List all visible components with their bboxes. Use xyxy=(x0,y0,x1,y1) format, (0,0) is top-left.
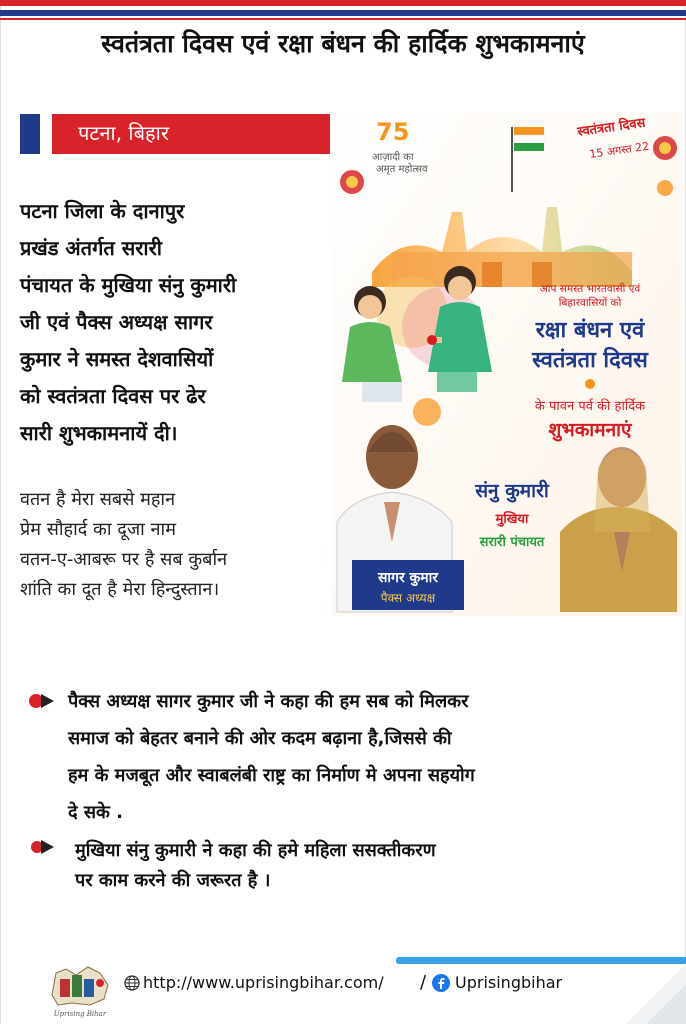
top-blue-stripe xyxy=(0,10,686,16)
poster-date-title: स्वतंत्रता दिवस xyxy=(576,115,647,140)
logo-caption: Uprising Bihar xyxy=(53,1010,107,1018)
person2-title: मुखिया xyxy=(495,512,529,527)
top-thin-stripe xyxy=(0,18,686,20)
facebook-handle-link[interactable]: Uprisingbihar xyxy=(455,973,563,992)
statement-paragraph-1: पैक्स अध्यक्ष सागर कुमार जी ने कहा की हम सब को मिलकर समाज को बेहतर बनाने की ओर कदम बढ़ाना है,जिससे की हम के मजबूत और स्वाबलंबी राष्ट्र का निर्माण मे अपना सहयोग दे सके . xyxy=(68,691,475,823)
badge-line2: अमृत महोत्सव xyxy=(376,164,428,175)
person1-name: सागर कुमार xyxy=(377,570,439,586)
badge-number: 75 xyxy=(376,118,410,146)
poem: वतन है मेरा सबसे महान प्रेम सौहार्द का दूजा नाम वतन-ए-आबरू पर है सब कुर्बान शांति का दूत है मेरा हिन्दुस्तान। xyxy=(20,489,228,600)
flower-icon xyxy=(585,379,595,389)
greeting-poster xyxy=(332,112,682,616)
poster-greeting-big2: स्वतंत्रता दिवस xyxy=(532,348,648,373)
person2-place: सरारी पंचायत xyxy=(479,535,545,550)
location-label: पटना, बिहार xyxy=(78,121,170,145)
poster-greeting-big1: रक्षा बंधन एवं xyxy=(535,318,645,343)
footer-accent-line xyxy=(396,957,686,964)
location-bar-gap xyxy=(40,114,52,154)
poster-date-sub: 15 अगस्त 22 xyxy=(588,139,650,161)
statement-paragraph-2: मुखिया संनु कुमारी ने कहा की हमे महिला ससक्तीकरण पर काम करने की जरूरत है । xyxy=(75,840,436,891)
poster-greeting-mid: के पावन पर्व की हार्दिक xyxy=(534,399,646,414)
person1-title: पैक्स अध्यक्ष xyxy=(380,591,436,605)
corner-decoration xyxy=(626,964,686,1024)
facebook-icon xyxy=(432,974,450,992)
location-bar-blue xyxy=(20,114,40,154)
bullet-arrow-icon xyxy=(28,690,56,710)
badge-line1: आज़ादी का xyxy=(372,152,414,163)
bullet-arrow-icon xyxy=(30,836,56,856)
intro-paragraph: पटना जिला के दानापुर प्रखंड अंतर्गत सरारी पंचायत के मुखिया संनु कुमारी जी एवं पैक्स अध्यक्ष सागर कुमार ने समस्त देशवासियों को स्वतंत्रता दिवस पर ढेर सारी शुभकामनायें दी। xyxy=(20,199,237,445)
website-link[interactable]: http://www.uprisingbihar.com/ xyxy=(143,973,384,992)
poster-greeting-small1: आप समस्त भारतवासी एवं xyxy=(539,283,641,295)
poster-greeting-end: शुभकामनाएं xyxy=(548,419,632,441)
top-red-stripe xyxy=(0,0,686,6)
globe-icon xyxy=(124,975,140,991)
page-headline: स्वतंत्रता दिवस एवं रक्षा बंधन की हार्दिक शुभकामनाएं xyxy=(101,29,585,58)
person2-name: संनु कुमारी xyxy=(475,480,549,502)
poster-greeting-small2: बिहारवासियों को xyxy=(558,297,622,309)
footer-separator: / xyxy=(420,972,427,993)
poster-artwork xyxy=(332,112,682,616)
